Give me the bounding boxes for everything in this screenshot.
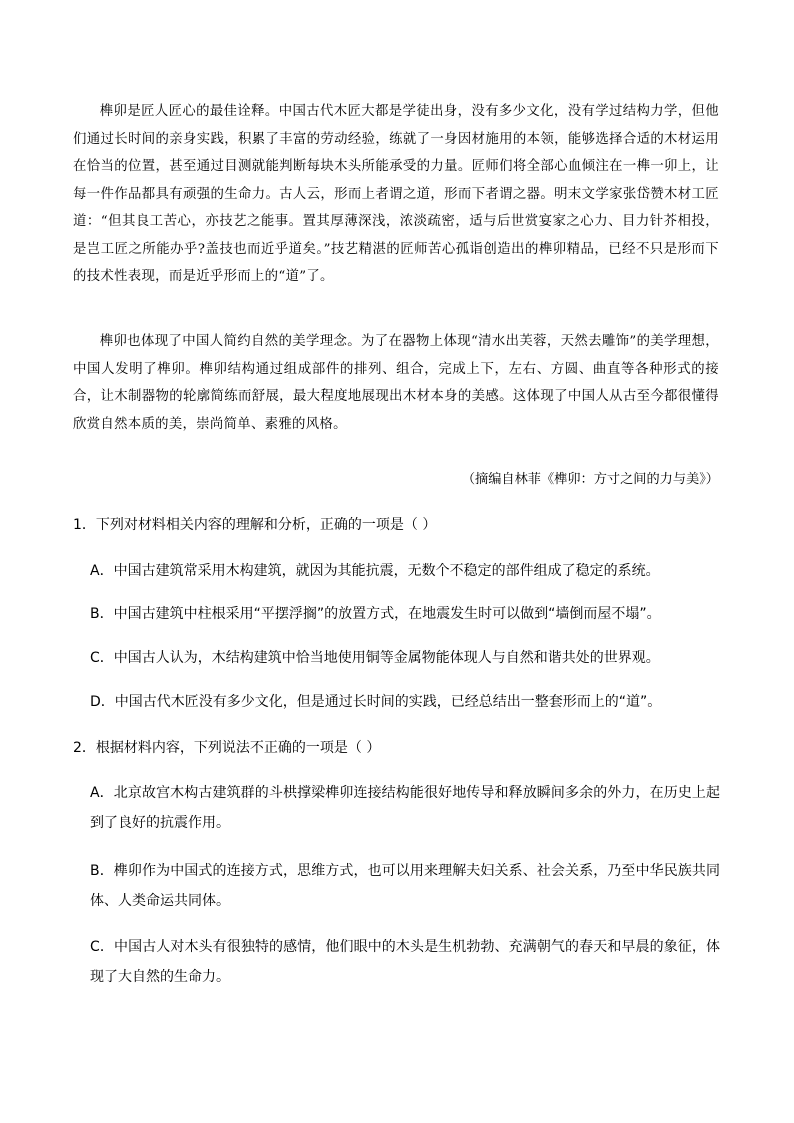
question-1-option-b: B．中国古建筑中柱根采用“平摆浮搁”的放置方式，在地震发生时可以做到“墙倒而屋不塌”。: [90, 606, 661, 622]
question-1-option-d: D．中国古代木匠没有多少文化，但是通过长时间的实践，已经总结出一整套形而上的“道”。: [90, 694, 662, 710]
passage-paragraph-2: 榫卯也体现了中国人简约自然的美学理念。为了在器物上体现“清水出芙蓉，天然去雕饰”的美学理想，中国人发明了榫卯。榫卯结构通过组成部件的排列、组合，完成上下，左右、方圆、曲直等各种形式的接合，让木制器物的轮廓简练而舒展，最大程度地展现出木材本身的美感。这体现了中国人从古至今都很懂得欣赏自然本质的美，崇尚简单、素雅的风格。: [73, 334, 719, 432]
question-2-stem: 2．根据材料内容，下列说法不正确的一项是（ ）: [73, 740, 381, 756]
passage-paragraph-1: 榫卯是匠人匠心的最佳诠释。中国古代木匠大都是学徒出身，没有多少文化，没有学过结构力学，但他们通过长时间的亲身实践，积累了丰富的劳动经验，练就了一身因材施用的本领，能够选择合适的木材运用在恰当的位置，甚至通过目测就能判断每块木头所能承受的力量。匠师们将全部心血倾注在一榫一卯上，让每一件作品都具有顽强的生命力。古人云，形而上者谓之道，形而下者谓之器。明末文学家张岱赞木材工匠道：“但其良工苦心，亦技艺之能事。置其厚薄深浅，浓淡疏密，适与后世赏宴家之心力、目力针芥相投，是岂工匠之所能办乎?盖技也而近乎道矣。”技艺精湛的匠师苦心孤诣创造出的榫卯精品，已经不只是形而下的技术性表现，而是近乎形而上的“道”了。: [73, 104, 719, 284]
question-2-option-c: C．中国古人对木头有很独特的感情，他们眼中的木头是生机勃勃、充满朝气的春天和早晨的象征，体现了大自然的生命力。: [90, 939, 720, 985]
question-1-option-c: C．中国古人认为，木结构建筑中恰当地使用铜等金属物能体现人与自然和谐共处的世界观。: [90, 650, 660, 666]
question-2-option-b: B．榫卯作为中国式的连接方式，思维方式，也可以用来理解夫妇关系、社会关系，乃至中华民族共同体、人类命运共同体。: [90, 863, 720, 909]
question-1-stem: 1．下列对材料相关内容的理解和分析，正确的一项是（ ）: [73, 517, 437, 533]
question-1-option-a: A．中国古建筑常采用木构建筑，就因为其能抗震，无数个不稳定的部件组成了稳定的系统。: [90, 563, 660, 579]
passage-source-citation: （摘编自林菲《榫卯：方寸之间的力与美》）: [461, 472, 719, 487]
question-2-option-a: A．北京故宫木构古建筑群的斗栱撑梁榫卯连接结构能很好地传导和释放瞬间多余的外力，在历史上起到了良好的抗震作用。: [90, 785, 720, 831]
